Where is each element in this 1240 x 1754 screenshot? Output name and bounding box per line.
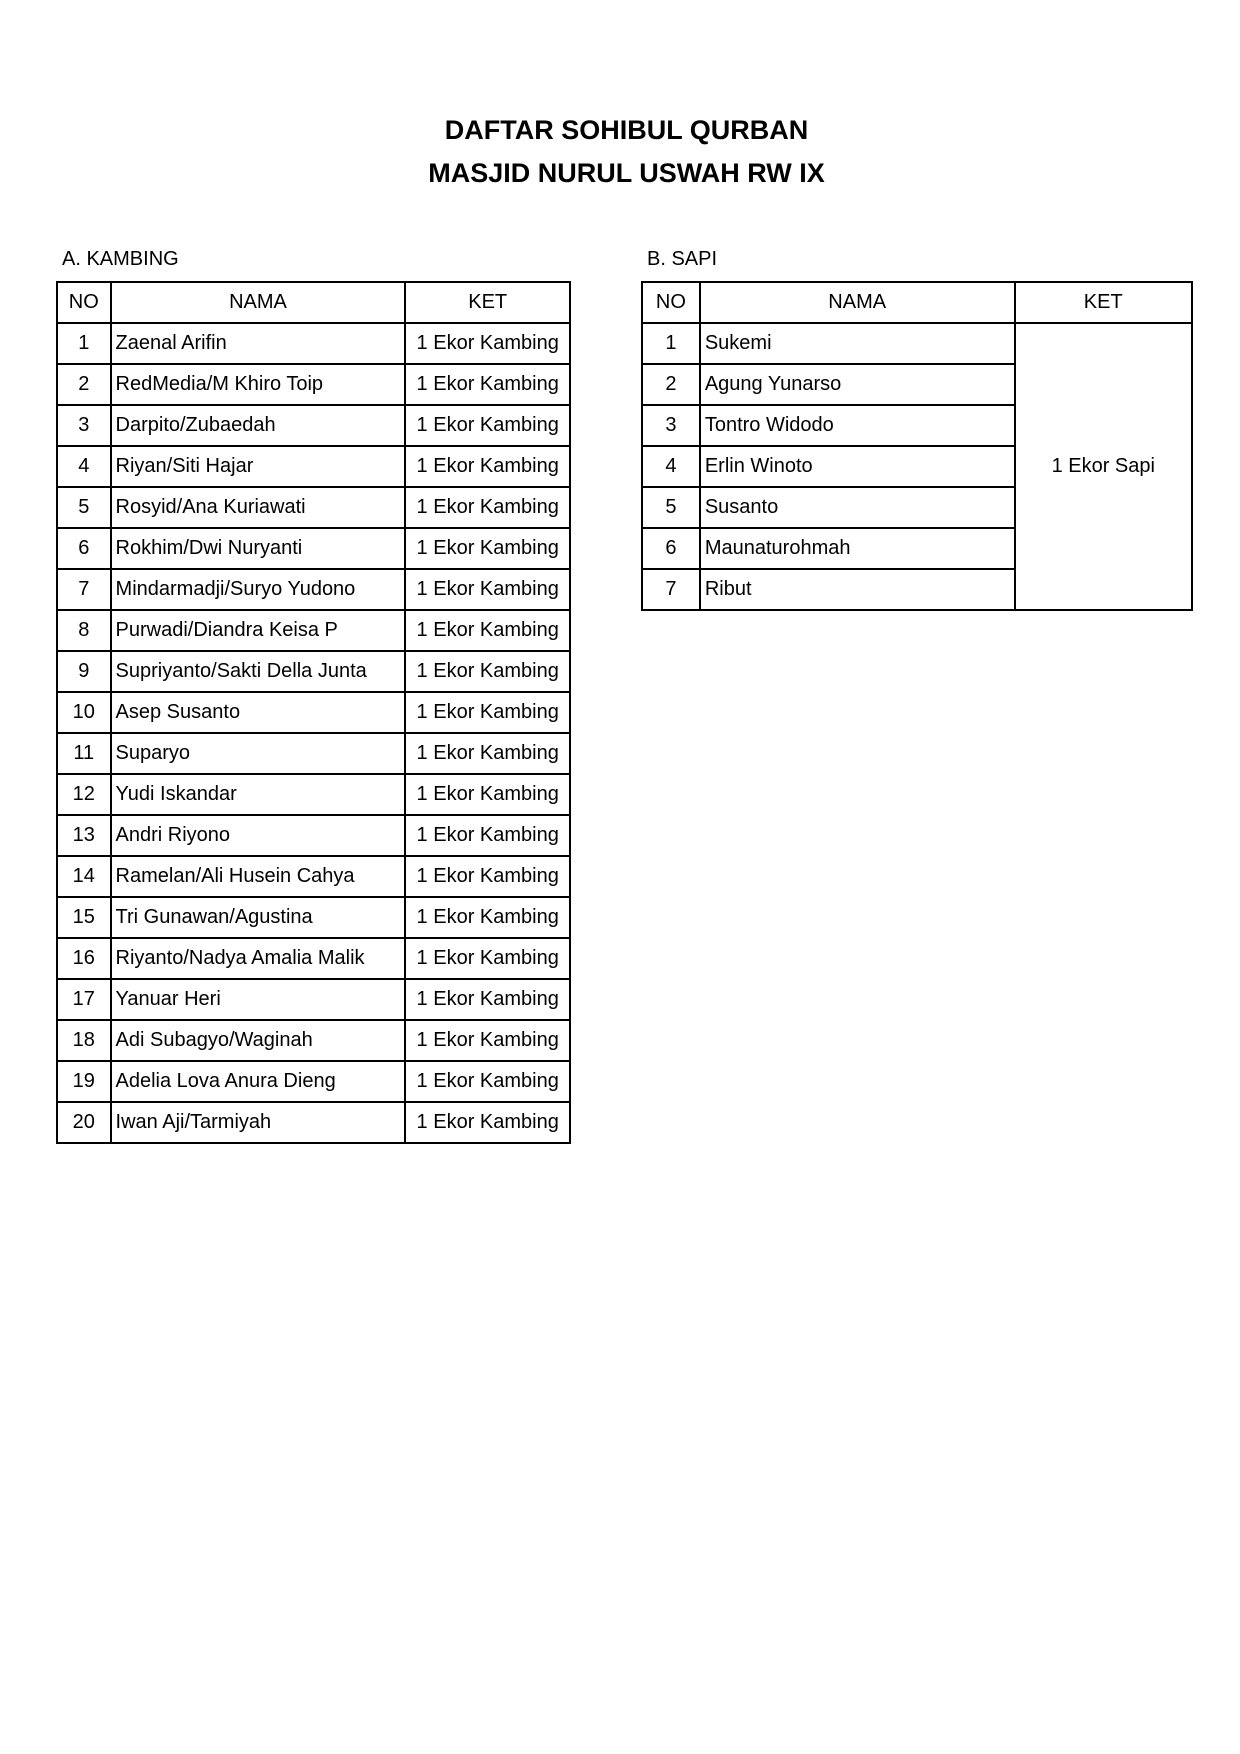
row-no: 2 [57, 364, 111, 405]
table-row [57, 692, 570, 733]
row-nama: Rokhim/Dwi Nuryanti [111, 528, 406, 569]
section-label-sapi: B. SAPI [647, 248, 718, 270]
row-nama: Supriyanto/Sakti Della Junta [111, 651, 406, 692]
table-row [57, 487, 570, 528]
sapi-table [641, 281, 1193, 611]
row-no: 16 [57, 938, 111, 979]
row-nama: RedMedia/M Khiro Toip [111, 364, 406, 405]
table-header-row [642, 282, 1192, 323]
table-row [57, 979, 570, 1020]
table-row [57, 774, 570, 815]
header-nama: NAMA [111, 282, 406, 323]
row-no: 14 [57, 856, 111, 897]
row-nama: Ribut [700, 569, 1015, 610]
kambing-table [56, 281, 571, 1144]
row-nama: Tontro Widodo [700, 405, 1015, 446]
table-row [57, 528, 570, 569]
row-no: 1 [57, 323, 111, 364]
table-row [57, 569, 570, 610]
row-no: 20 [57, 1102, 111, 1143]
row-nama: Asep Susanto [111, 692, 406, 733]
row-ket: 1 Ekor Kambing [405, 405, 570, 446]
row-ket: 1 Ekor Kambing [405, 1020, 570, 1061]
row-no: 3 [57, 405, 111, 446]
row-ket: 1 Ekor Kambing [405, 815, 570, 856]
header-nama: NAMA [700, 282, 1015, 323]
page-title: DAFTAR SOHIBUL QURBAN [444, 115, 809, 145]
row-nama: Iwan Aji/Tarmiyah [111, 1102, 406, 1143]
row-nama: Adi Subagyo/Waginah [111, 1020, 406, 1061]
row-ket: 1 Ekor Kambing [405, 897, 570, 938]
row-no: 2 [642, 364, 700, 405]
row-ket: 1 Ekor Kambing [405, 692, 570, 733]
row-nama: Mindarmadji/Suryo Yudono [111, 569, 406, 610]
row-ket: 1 Ekor Kambing [405, 938, 570, 979]
row-ket: 1 Ekor Kambing [405, 528, 570, 569]
header-ket: KET [1015, 282, 1192, 323]
row-nama: Yudi Iskandar [111, 774, 406, 815]
row-ket: 1 Ekor Kambing [405, 774, 570, 815]
row-no: 5 [57, 487, 111, 528]
table-row [57, 856, 570, 897]
row-nama: Erlin Winoto [700, 446, 1015, 487]
row-ket: 1 Ekor Kambing [405, 651, 570, 692]
row-no: 9 [57, 651, 111, 692]
table-row [57, 1061, 570, 1102]
row-no: 4 [642, 446, 700, 487]
row-nama: Suparyo [111, 733, 406, 774]
row-no: 6 [642, 528, 700, 569]
row-ket: 1 Ekor Kambing [405, 856, 570, 897]
row-ket: 1 Ekor Kambing [405, 487, 570, 528]
row-no: 6 [57, 528, 111, 569]
header-ket: KET [405, 282, 570, 323]
row-no: 18 [57, 1020, 111, 1061]
row-ket: 1 Ekor Kambing [405, 1061, 570, 1102]
page-subtitle: MASJID NURUL USWAH RW IX [428, 158, 825, 188]
table-row [57, 405, 570, 446]
row-no: 7 [642, 569, 700, 610]
row-ket: 1 Ekor Kambing [405, 323, 570, 364]
table-row [57, 610, 570, 651]
row-no: 11 [57, 733, 111, 774]
table-row [57, 446, 570, 487]
table-row [57, 651, 570, 692]
table-row [57, 1020, 570, 1061]
row-no: 3 [642, 405, 700, 446]
row-no: 10 [57, 692, 111, 733]
row-nama: Andri Riyono [111, 815, 406, 856]
row-ket: 1 Ekor Kambing [405, 446, 570, 487]
row-nama: Yanuar Heri [111, 979, 406, 1020]
table-row [57, 733, 570, 774]
row-nama: Sukemi [700, 323, 1015, 364]
table-row [57, 323, 570, 364]
row-no: 8 [57, 610, 111, 651]
table-row [57, 897, 570, 938]
row-ket: 1 Ekor Kambing [405, 979, 570, 1020]
header-no: NO [642, 282, 700, 323]
ket-merged: 1 Ekor Sapi [1015, 323, 1192, 610]
row-no: 7 [57, 569, 111, 610]
row-ket: 1 Ekor Kambing [405, 364, 570, 405]
row-nama: Rosyid/Ana Kuriawati [111, 487, 406, 528]
row-nama: Darpito/Zubaedah [111, 405, 406, 446]
row-ket: 1 Ekor Kambing [405, 1102, 570, 1143]
table-header-row [57, 282, 570, 323]
table-row [57, 1102, 570, 1143]
row-no: 13 [57, 815, 111, 856]
row-ket: 1 Ekor Kambing [405, 733, 570, 774]
table-row [57, 938, 570, 979]
row-no: 17 [57, 979, 111, 1020]
table-row [642, 323, 1192, 364]
row-nama: Ramelan/Ali Husein Cahya [111, 856, 406, 897]
row-ket: 1 Ekor Kambing [405, 610, 570, 651]
row-nama: Purwadi/Diandra Keisa P [111, 610, 406, 651]
row-no: 19 [57, 1061, 111, 1102]
row-nama: Agung Yunarso [700, 364, 1015, 405]
row-nama: Tri Gunawan/Agustina [111, 897, 406, 938]
row-nama: Riyan/Siti Hajar [111, 446, 406, 487]
row-no: 15 [57, 897, 111, 938]
row-no: 1 [642, 323, 700, 364]
row-nama: Riyanto/Nadya Amalia Malik [111, 938, 406, 979]
section-label-kambing: A. KAMBING [62, 248, 179, 270]
row-no: 4 [57, 446, 111, 487]
row-nama: Susanto [700, 487, 1015, 528]
header-no: NO [57, 282, 111, 323]
row-nama: Maunaturohmah [700, 528, 1015, 569]
row-no: 12 [57, 774, 111, 815]
table-row [57, 815, 570, 856]
row-ket: 1 Ekor Kambing [405, 569, 570, 610]
row-nama: Adelia Lova Anura Dieng [111, 1061, 406, 1102]
row-nama: Zaenal Arifin [111, 323, 406, 364]
row-no: 5 [642, 487, 700, 528]
table-row [57, 364, 570, 405]
